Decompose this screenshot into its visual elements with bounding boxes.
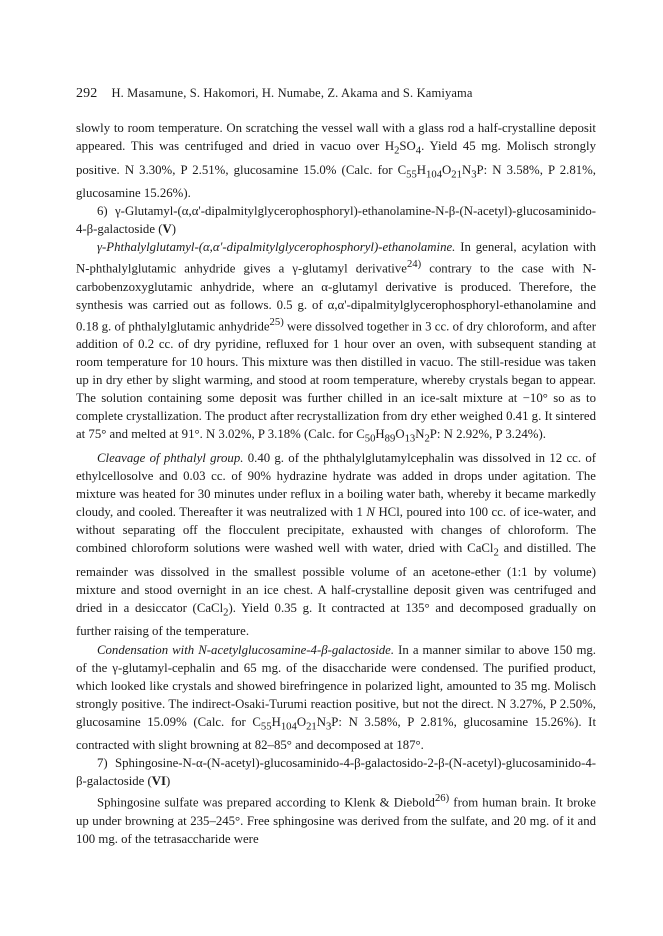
reference-mark: 26) bbox=[434, 793, 450, 805]
author-line: H. Masamune, S. Hakomori, H. Numabe, Z. Akama and S. Kamiyama bbox=[111, 86, 473, 100]
running-header bbox=[76, 86, 596, 108]
section-heading-6: 6) γ-Glutamyl-(α,α'-dipalmitylglycerophosphoryl)-ethanolamine-N-β-(N-acetyl)-glucosaminido-4-β-galactoside (V) bbox=[76, 204, 596, 237]
body-text bbox=[76, 119, 596, 848]
paragraph-phthalylglutamyl: γ-Phthalylglutamyl-(α,α'-dipalmitylglycerophosphoryl)-ethanolamine. In general, acylation with N-phthalylglutamic anhydride gives a γ-glutamyl derivative$^{24)}$ contrary to the case with N-carbobenzoxyglutamic anhydride, where an α-glutamyl derivative is produced. Therefore, the synthesis was carried out as follows. 0.5 g. of α,α'-dipalmitylglycerophosphoryl-ethanolamine and 0.18 g. of phthalylglutamic anhydride$^{25)}$ were dissolved together in 3 cc. of dry chloroform, and after addition of 0.2 cc. of dry pyridine, refluxed for 1 hour over an oven, with subsequent standing at room temperature for 10 hours. This mixture was then distilled in vacuo. The still-residue was taken up in dry ether by slight warming, and stood at room temperature, whereby crystals began to appear. The solution containing some deposit was further chilled in an ice-salt mixture at −10° so as to complete crystallization. The product after recrystallization from dry ether weighed 0.41 g. It sintered at 75° and melted at 91°. N 3.02%, P 3.18% (Calc. for $C_{50}H_{89}O_{13}N_2P$: N 2.92%, P 3.24%). bbox=[76, 240, 596, 445]
paragraph-cleavage: Cleavage of phthalyl group. 0.40 g. of the phthalylglutamylcephalin was dissolved in 12 cc. of ethylcellosolve and 0.03 cc. of 90% hydrazine hydrate was added in drops under agitation. The mixture was heated for 30 minutes under reflux in a boiling water bath, whereby it became markedly cloudy, and cooled. Thereafter it was neutralized with 1 N HCl, poured into 100 cc. of ice-water, and without separating off the flocculent precipitate, exhausted with changes of chloroform. The combined chloroform solutions were washed well with water, dried with CaCl$_2$ and distilled. The remainder was dissolved in the smallest possible volume of an acetone-ether (1:1 by volume) mixture and stood overnight in an ice chest. A half-crystalline deposit given was centrifuged and dried in a desiccator (CaCl$_2$). Yield 0.35 g. It contracted at 135° and decomposed gradually on further raising of the temperature. bbox=[76, 450, 596, 639]
subsection-title: γ-Phthalylglutamyl-(α,α'-dipalmitylglycerophosphoryl)-ethanolamine. bbox=[97, 240, 456, 255]
paragraph-results-continued: slowly to room temperature. On scratching the vessel wall with a glass rod a half-crystalline deposit appeared. This was centrifuged and dried in vacuo over $H_2SO_4$. Yield 45 mg. Molisch strongly positive. N 3.30%, P 2.51%, glucosamine 15.0% (Calc. for $C_{55}H_{104}O_{21}N_3P$: N 3.58%, P 2.81%, glucosamine 15.26%). bbox=[76, 121, 596, 201]
subsection-title: Cleavage of phthalyl group. bbox=[97, 450, 244, 465]
paragraph-condensation: Condensation with N-acetylglucosamine-4-β-galactoside. In a manner similar to above 150 mg. of the γ-glutamyl-cephalin and 65 mg. of the disaccharide were condensed. The purified product, which looked like crystals and showed birefringence in polarized light, amounted to 35 mg. Molisch strongly positive. The indirect-Osaki-Turumi reaction positive, but not the direct. N 3.27%, P 2.50%, glucosamine 15.09% (Calc. for $C_{55}H_{104}O_{21}N_3P$: N 3.58%, P 2.81%, glucosamine 15.26%). It contracted with slight browning at 82–85° and decomposed at 187°. bbox=[76, 642, 596, 753]
reference-mark: 25) bbox=[269, 316, 284, 328]
paragraph-sphingosine: Sphingosine sulfate was prepared according to Klenk & Diebold$^{26)}$ from human brain. It broke up under browning at 235–245°. Free sphingosine was derived from the sulfate, and 20 mg. of it and 100 mg. of the tetrasaccharide were bbox=[76, 793, 596, 846]
section-heading-7: 7) Sphingosine-N-α-(N-acetyl)-glucosaminido-4-β-galactosido-2-β-(N-acetyl)-glucosaminido-4-β-galactoside (VI) bbox=[76, 756, 596, 789]
compound-number: V bbox=[162, 222, 172, 237]
reference-mark: 24) bbox=[406, 259, 422, 271]
compound-number: VI bbox=[151, 774, 167, 789]
page-number: 292 bbox=[76, 86, 98, 101]
subsection-title: Condensation with N-acetylglucosamine-4-β-galactoside. bbox=[97, 642, 395, 657]
